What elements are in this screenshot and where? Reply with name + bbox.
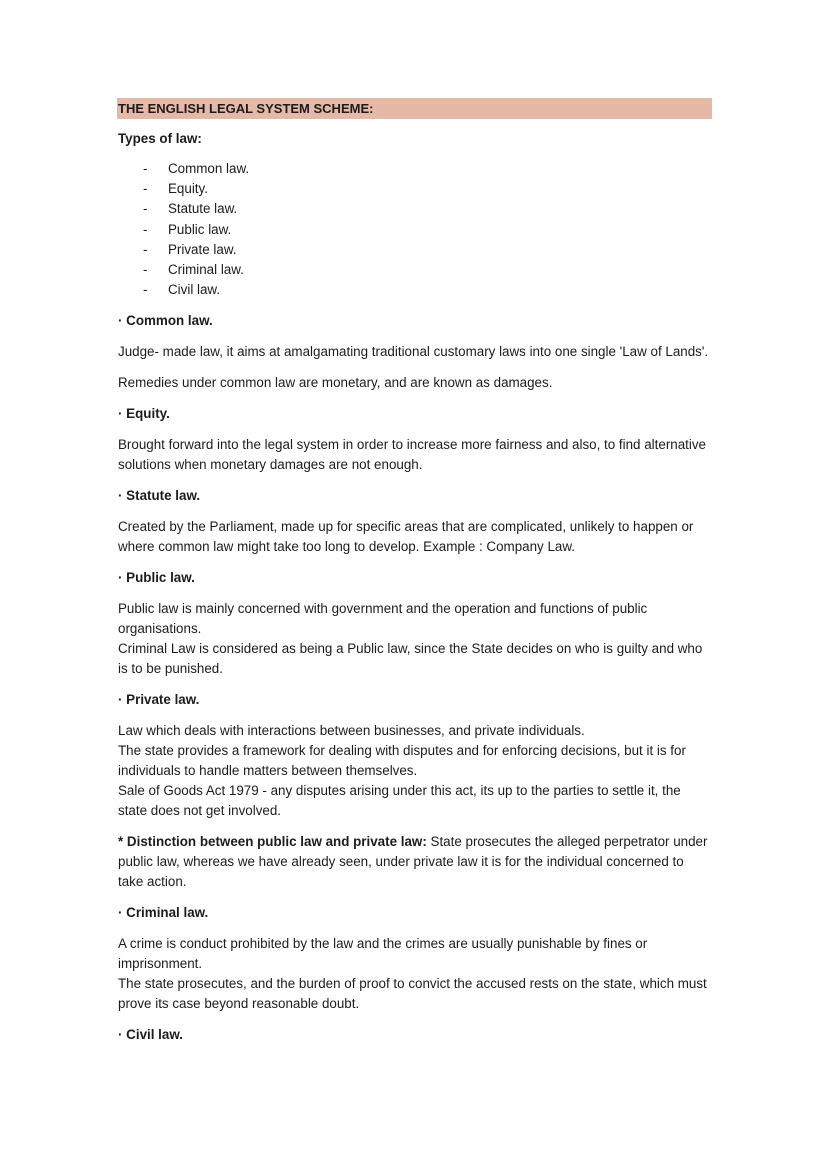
list-dash: - <box>143 261 148 277</box>
distinction-paragraph <box>118 832 712 892</box>
equity-paragraph: Brought forward into the legal system in order to increase more fairness and also, to find alternative solutions when monetary damages are not enough. <box>118 437 707 473</box>
common-law-paragraph: Judge- made law, it aims at amalgamating traditional customary laws into one single 'Law of Lands'. <box>118 344 709 360</box>
document-title: THE ENGLISH LEGAL SYSTEM SCHEME: <box>117 98 712 119</box>
list-dash: - <box>143 241 148 257</box>
list-item-text: Statute law. <box>168 201 238 217</box>
statute-law-heading: · Statute law. <box>118 488 201 504</box>
list-item <box>118 199 712 219</box>
private-law-line: The state provides a framework for dealing with disputes and for enforcing decisions, but it is for individuals to handle matters between themselves. <box>118 743 686 779</box>
private-law-line: Law which deals with interactions between businesses, and private individuals. <box>118 723 585 739</box>
distinction-label: * Distinction between public law and private law: <box>118 834 427 850</box>
common-law-remedies-paragraph: Remedies under common law are monetary, and are known as damages. <box>118 375 553 391</box>
list-item <box>118 280 712 300</box>
list-item <box>118 220 712 240</box>
list-item-text: Common law. <box>168 161 250 176</box>
list-item-text: Public law. <box>168 221 232 237</box>
list-item-text: Equity. <box>168 181 208 197</box>
types-list <box>118 159 712 300</box>
private-law-heading: · Private law. <box>118 692 200 708</box>
list-dash: - <box>143 181 148 197</box>
list-item-text: Civil law. <box>168 282 221 298</box>
common-law-heading: · Common law. <box>118 313 213 329</box>
list-dash: - <box>143 161 148 176</box>
list-item <box>118 260 712 280</box>
equity-heading: · Equity. <box>118 406 170 422</box>
list-dash: - <box>143 282 148 298</box>
types-heading: Types of law: <box>118 131 202 146</box>
list-item <box>118 179 712 199</box>
list-item <box>118 240 712 260</box>
civil-law-heading: · Civil law. <box>118 1027 183 1043</box>
private-law-paragraph <box>118 721 712 821</box>
criminal-law-line: The state prosecutes, and the burden of proof to convict the accused rests on the state, which must prove its case beyond reasonable doubt. <box>118 976 707 1012</box>
statute-law-paragraph: Created by the Parliament, made up for specific areas that are complicated, unlikely to happen or where common law might take too long to develop. Example : Company Law. <box>118 519 694 555</box>
public-law-line: Public law is mainly concerned with government and the operation and functions of public organisations. <box>118 601 648 637</box>
criminal-law-line: A crime is conduct prohibited by the law and the crimes are usually punishable by fines or imprisonment. <box>118 936 648 972</box>
distinction-text: State prosecutes the alleged perpetrator under public law, whereas we have already seen, under private law it is for the individual concerned to take action. <box>118 834 708 890</box>
public-law-paragraph <box>118 599 712 679</box>
list-dash: - <box>143 201 148 217</box>
criminal-law-heading: · Criminal law. <box>118 905 209 921</box>
private-law-line: Sale of Goods Act 1979 - any disputes arising under this act, its up to the parties to settle it, the state does not get involved. <box>118 783 681 819</box>
public-law-line: Criminal Law is considered as being a Public law, since the State decides on who is guilty and who is to be punished. <box>118 641 703 677</box>
public-law-heading: · Public law. <box>118 570 195 586</box>
list-item-text: Criminal law. <box>168 261 244 277</box>
list-item <box>118 159 712 179</box>
criminal-law-paragraph <box>118 934 712 1014</box>
list-dash: - <box>143 221 148 237</box>
document-content <box>118 98 712 1045</box>
list-item-text: Private law. <box>168 241 237 257</box>
